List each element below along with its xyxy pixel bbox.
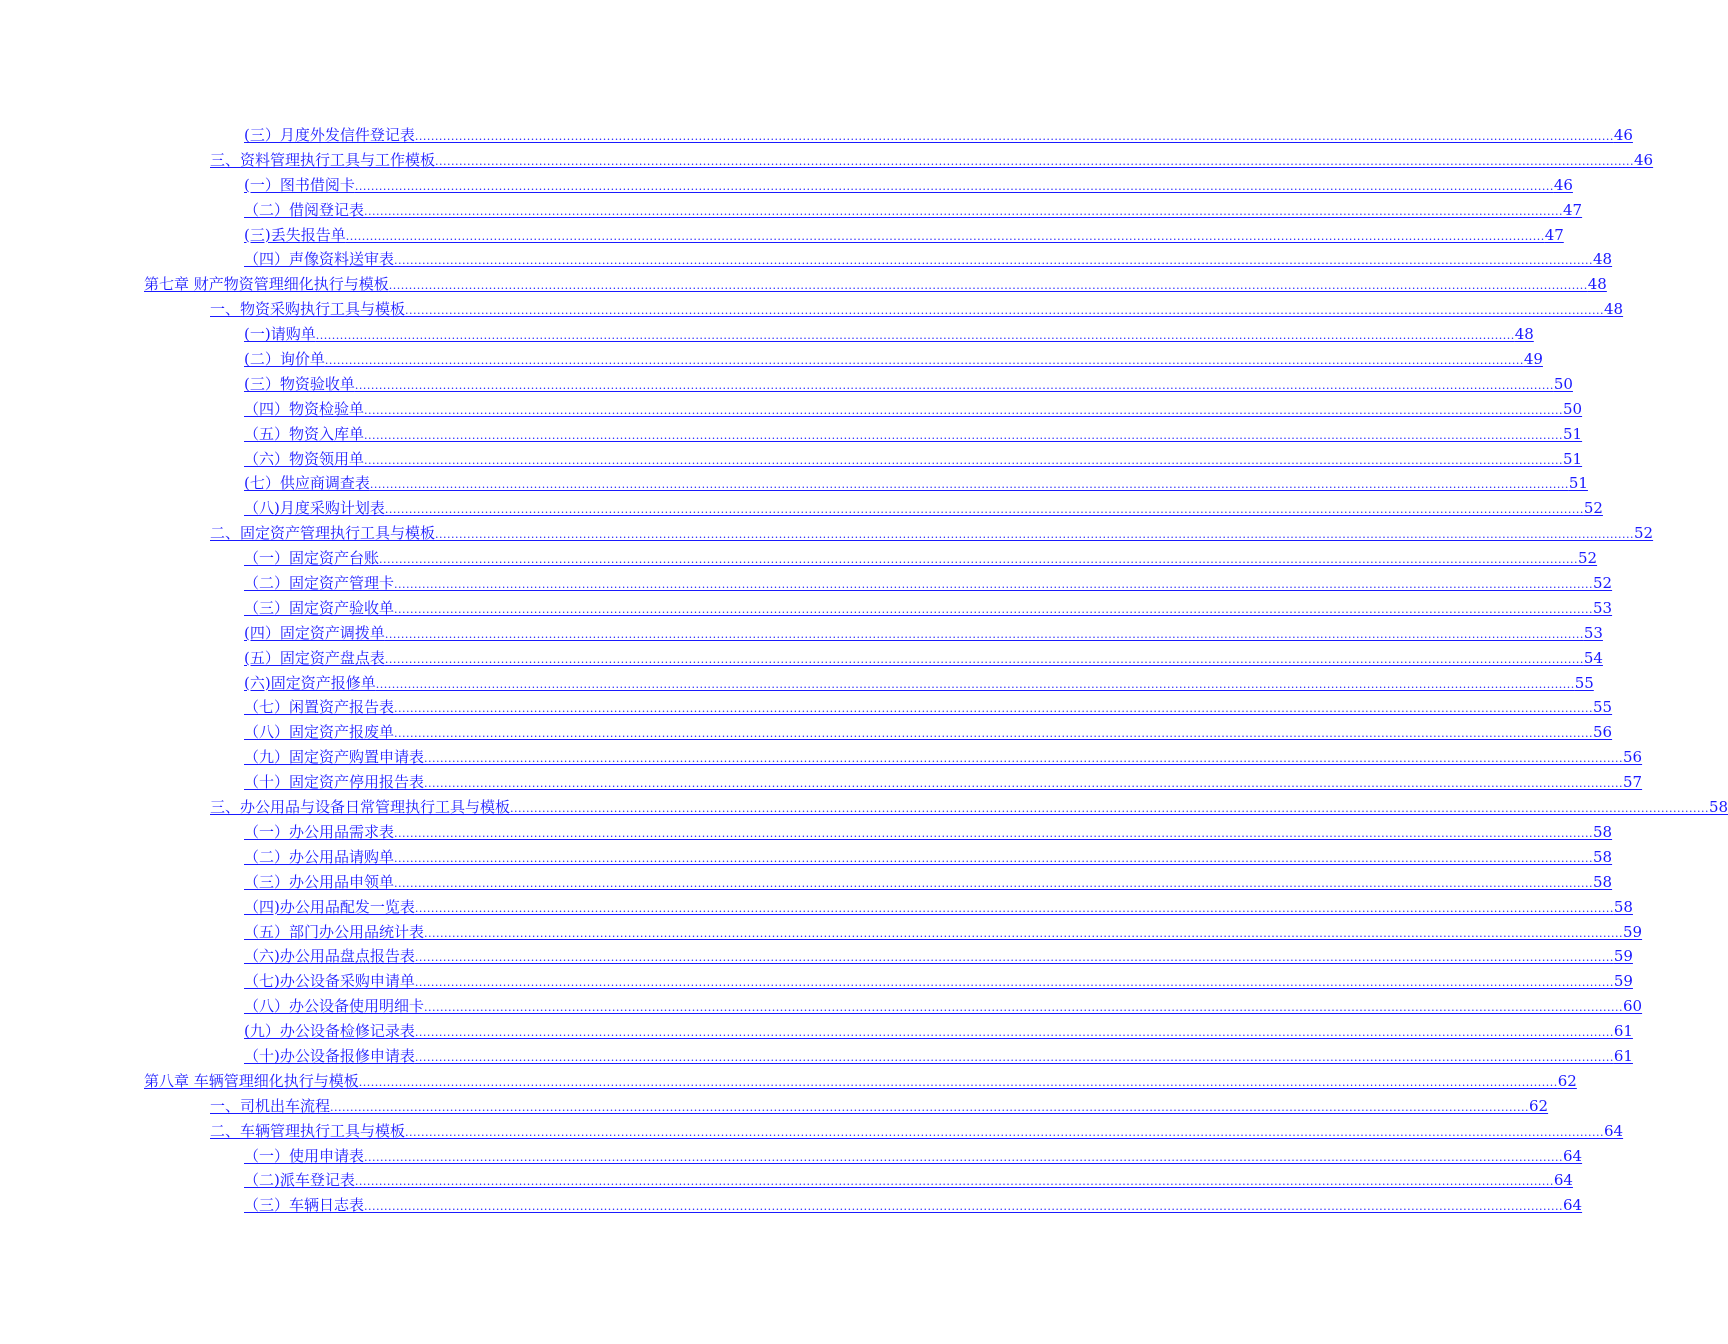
toc-entry-title: (五）固定资产盘点表	[244, 648, 385, 667]
toc-entry-title: （二)派车登记表	[244, 1171, 355, 1190]
dot-leader: ............................................................................................................................................................................................................................................................................................................	[394, 602, 1593, 616]
toc-entry-title: （二）办公用品请购单	[244, 847, 395, 866]
toc-entry-title: （八）办公设备使用明细卡	[244, 997, 425, 1016]
toc-entry-link[interactable]	[244, 574, 1613, 594]
toc-entry-page-number: 46	[1634, 150, 1654, 169]
toc-entry-page-number: 46	[1553, 175, 1573, 194]
toc-entry-page-number: 62	[1529, 1096, 1549, 1115]
toc-entry-link[interactable]	[210, 150, 1654, 171]
toc-row	[0, 497, 1603, 522]
toc-row	[0, 149, 1654, 174]
toc-entry-link[interactable]	[244, 1046, 1633, 1067]
toc-entry-page-number: 64	[1604, 1121, 1624, 1140]
toc-row	[0, 647, 1603, 672]
toc-entry-title: 二、车辆管理执行工具与模板	[210, 1121, 406, 1140]
toc-row	[0, 248, 1613, 273]
toc-entry-page-number: 53	[1583, 623, 1603, 642]
toc-entry-link[interactable]	[244, 897, 1633, 918]
toc-entry-title: 第八章 车辆管理细化执行与模板	[144, 1071, 359, 1090]
toc-entry-page-number: 47	[1544, 225, 1564, 244]
toc-entry-page-number: 52	[1634, 524, 1654, 543]
toc-entry-page-number: 55	[1574, 673, 1594, 692]
toc-entry-title: (三）月度外发信件登记表	[244, 126, 415, 144]
toc-entry-link[interactable]	[244, 748, 1643, 768]
toc-entry-link[interactable]	[144, 1071, 1577, 1092]
toc-entry-link[interactable]	[244, 922, 1643, 943]
toc-entry-title: (一)请购单	[244, 325, 316, 344]
toc-entry-link[interactable]	[244, 822, 1613, 843]
dot-leader: ............................................................................................................................................................................................................................................................................................................	[424, 752, 1623, 766]
toc-entry-title: （九）固定资产购置申请表	[244, 748, 425, 767]
toc-entry-page-number: 62	[1557, 1071, 1577, 1090]
toc-entry-link[interactable]	[244, 549, 1598, 569]
toc-entry-title: （十)办公设备报修申请表	[244, 1046, 415, 1065]
dot-leader: ............................................................................................................................................................................................................................................................................................................	[388, 279, 1588, 293]
dot-leader: ............................................................................................................................................................................................................................................................................................................	[435, 528, 1634, 542]
toc-entry-page-number: 61	[1613, 1046, 1633, 1065]
dot-leader: ............................................................................................................................................................................................................................................................................................................	[424, 777, 1623, 791]
toc-entry-link[interactable]	[210, 798, 1728, 818]
dot-leader: ............................................................................................................................................................................................................................................................................................................	[315, 329, 1515, 343]
toc-entry-page-number: 57	[1623, 773, 1643, 792]
toc-entry-page-number: 51	[1563, 424, 1583, 443]
dot-leader: ............................................................................................................................................................................................................................................................................................................	[394, 826, 1593, 840]
toc-entry-page-number: 59	[1613, 947, 1633, 966]
dot-leader: ............................................................................................................................................................................................................................................................................................................	[364, 204, 1563, 218]
toc-entry-page-number: 49	[1523, 350, 1543, 369]
dot-leader: ............................................................................................................................................................................................................................................................................................................	[364, 428, 1563, 442]
toc-row	[0, 572, 1613, 597]
dot-leader: ............................................................................................................................................................................................................................................................................................................	[369, 478, 1569, 492]
toc-row	[0, 1194, 1583, 1219]
toc-entry-link[interactable]	[210, 524, 1654, 544]
toc-entry-title: （八)月度采购计划表	[244, 499, 385, 518]
toc-row	[0, 896, 1633, 921]
toc-entry-link[interactable]	[244, 250, 1613, 270]
toc-entry-page-number: 55	[1593, 698, 1613, 717]
toc-row	[0, 398, 1583, 423]
toc-row	[0, 746, 1643, 771]
toc-entry-title: (七）供应商调查表	[244, 474, 370, 493]
toc-row	[0, 721, 1613, 746]
dot-leader: ............................................................................................................................................................................................................................................................................................................	[414, 976, 1614, 990]
toc-row	[0, 224, 1564, 249]
toc-entry-title: （十）固定资产停用报告表	[244, 773, 425, 792]
dot-leader: ............................................................................................................................................................................................................................................................................................................	[354, 378, 1554, 392]
toc-entry-title: （四)办公用品配发一览表	[244, 897, 415, 916]
toc-entry-page-number: 56	[1623, 748, 1643, 767]
toc-row	[0, 672, 1594, 697]
toc-entry-title: 一、司机出车流程	[210, 1096, 331, 1115]
toc-entry-page-number: 48	[1593, 250, 1613, 269]
toc-row	[0, 970, 1633, 995]
toc-entry-page-number: 60	[1623, 997, 1643, 1016]
dot-leader: ............................................................................................................................................................................................................................................................................................................	[435, 154, 1634, 168]
toc-entry-title: (三)丢失报告单	[244, 225, 346, 244]
dot-leader: ............................................................................................................................................................................................................................................................................................................	[405, 304, 1604, 318]
toc-row	[0, 871, 1613, 896]
toc-entry-page-number: 50	[1553, 374, 1573, 393]
toc-row	[0, 1070, 1577, 1095]
toc-entry-page-number: 58	[1593, 847, 1613, 866]
toc-row	[0, 522, 1654, 547]
toc-entry-page-number: 59	[1613, 972, 1633, 991]
toc-entry-link[interactable]	[244, 399, 1583, 420]
dot-leader: ............................................................................................................................................................................................................................................................................................................	[375, 677, 1575, 691]
dot-leader: ............................................................................................................................................................................................................................................................................................................	[364, 403, 1563, 417]
dot-leader: ............................................................................................................................................................................................................................................................................................................	[394, 876, 1593, 890]
toc-row	[0, 323, 1534, 348]
toc-row	[0, 373, 1573, 398]
dot-leader: ............................................................................................................................................................................................................................................................................................................	[358, 1075, 1558, 1089]
dot-leader: ............................................................................................................................................................................................................................................................................................................	[330, 1100, 1529, 1114]
toc-row	[0, 1169, 1573, 1194]
dot-leader: ............................................................................................................................................................................................................................................................................................................	[424, 926, 1623, 940]
dot-leader: ............................................................................................................................................................................................................................................................................................................	[414, 951, 1614, 965]
toc-row	[0, 1095, 1549, 1120]
toc-entry-link[interactable]	[210, 1096, 1549, 1117]
toc-entry-link[interactable]	[244, 200, 1583, 221]
toc-entry-link[interactable]	[244, 225, 1564, 246]
toc-entry-title: （一）使用申请表	[244, 1146, 365, 1165]
toc-entry-page-number: 61	[1613, 1022, 1633, 1041]
toc-entry-link[interactable]	[244, 947, 1633, 967]
dot-leader: ............................................................................................................................................................................................................................................................................................................	[364, 453, 1563, 467]
toc-entry-link[interactable]	[244, 325, 1534, 345]
toc-entry-title: （二）借阅登记表	[244, 200, 365, 219]
toc-entry-link[interactable]	[210, 1121, 1624, 1142]
toc-entry-page-number: 58	[1593, 872, 1613, 891]
toc-entry-page-number: 48	[1514, 325, 1534, 344]
toc-row	[0, 273, 1607, 298]
dot-leader: ............................................................................................................................................................................................................................................................................................................	[364, 1200, 1563, 1214]
toc-row	[0, 771, 1643, 796]
toc-entry-page-number: 48	[1587, 275, 1607, 294]
dot-leader: ............................................................................................................................................................................................................................................................................................................	[394, 578, 1593, 592]
toc-entry-title: （一）固定资产台账	[244, 549, 380, 568]
toc-row	[0, 821, 1613, 846]
toc-entry-page-number: 46	[1613, 126, 1633, 144]
toc-entry-page-number: 58	[1593, 822, 1613, 841]
toc-entry-page-number: 64	[1563, 1196, 1583, 1215]
toc-entry-link[interactable]	[244, 847, 1613, 868]
toc-entry-page-number: 50	[1563, 399, 1583, 418]
toc-row	[0, 448, 1583, 473]
toc-row	[0, 622, 1603, 647]
toc-row	[0, 1020, 1633, 1045]
dot-leader: ............................................................................................................................................................................................................................................................................................................	[424, 1001, 1623, 1015]
toc-entry-page-number: 52	[1583, 499, 1603, 518]
toc-entry-link[interactable]	[244, 1146, 1583, 1167]
toc-row	[0, 597, 1613, 622]
toc-entry-title: （四）声像资料送审表	[244, 250, 395, 269]
toc-entry-title: (六)固定资产报修单	[244, 673, 376, 692]
toc-entry-page-number: 56	[1593, 723, 1613, 742]
toc-entry-title: (一）图书借阅卡	[244, 175, 355, 194]
toc-entry-link[interactable]	[244, 474, 1588, 494]
toc-entry-title: （二）固定资产管理卡	[244, 574, 395, 593]
toc-entry-page-number: 47	[1563, 200, 1583, 219]
dot-leader: ............................................................................................................................................................................................................................................................................................................	[394, 254, 1593, 268]
dot-leader: ............................................................................................................................................................................................................................................................................................................	[510, 802, 1709, 816]
toc-entry-title: （八）固定资产报废单	[244, 723, 395, 742]
toc-row	[0, 846, 1613, 871]
dot-leader: ............................................................................................................................................................................................................................................................................................................	[405, 1125, 1604, 1139]
toc-entry-link[interactable]	[244, 1171, 1573, 1191]
toc-entry-link[interactable]	[244, 499, 1603, 519]
toc-row	[0, 1045, 1633, 1070]
toc-entry-title: (四）固定资产调拨单	[244, 623, 385, 642]
toc-row	[0, 174, 1573, 199]
toc-row	[0, 945, 1633, 970]
toc-entry-link[interactable]	[244, 773, 1643, 793]
toc-entry-link[interactable]	[244, 175, 1573, 196]
dot-leader: ............................................................................................................................................................................................................................................................................................................	[345, 229, 1545, 243]
toc-entry-link[interactable]	[244, 673, 1594, 694]
toc-entry-link[interactable]	[244, 648, 1603, 669]
toc-row	[0, 995, 1643, 1020]
dot-leader: ............................................................................................................................................................................................................................................................................................................	[394, 702, 1593, 716]
toc-row	[0, 472, 1588, 497]
toc-entry-link[interactable]	[244, 1022, 1633, 1042]
toc-entry-title: （七)办公设备采购申请单	[244, 972, 415, 991]
toc-entry-link[interactable]	[244, 1196, 1583, 1216]
toc-entry-title: (二）询价单	[244, 350, 325, 369]
toc-entry-title: （三）固定资产验收单	[244, 598, 395, 617]
dot-leader: ............................................................................................................................................................................................................................................................................................................	[384, 652, 1584, 666]
toc-entry-title: （三）办公用品申领单	[244, 872, 395, 891]
toc-entry-title: 第七章 财产物资管理细化执行与模板	[144, 275, 389, 294]
toc-entry-title: （一）办公用品需求表	[244, 822, 395, 841]
toc-entry-page-number: 58	[1709, 798, 1728, 817]
toc-entry-page-number: 51	[1563, 449, 1583, 468]
dot-leader: ............................................................................................................................................................................................................................................................................................................	[414, 901, 1614, 915]
toc-entry-page-number: 52	[1578, 549, 1598, 568]
toc-entry-link[interactable]	[210, 300, 1624, 320]
toc-row	[0, 423, 1583, 448]
dot-leader: ............................................................................................................................................................................................................................................................................................................	[414, 130, 1614, 143]
dot-leader: ............................................................................................................................................................................................................................................................................................................	[394, 851, 1593, 865]
toc-entry-link[interactable]	[244, 424, 1583, 445]
toc-entry-title: （六)办公用品盘点报告表	[244, 947, 415, 966]
dot-leader: ............................................................................................................................................................................................................................................................................................................	[364, 1150, 1563, 1164]
toc-entry-link[interactable]	[244, 723, 1613, 743]
toc-entry-title: (九）办公设备检修记录表	[244, 1022, 415, 1041]
toc-entry-page-number: 53	[1593, 598, 1613, 617]
toc-entry-link[interactable]	[244, 449, 1583, 470]
dot-leader: ............................................................................................................................................................................................................................................................................................................	[414, 1026, 1614, 1040]
toc-entry-page-number: 52	[1593, 574, 1613, 593]
toc-row	[0, 547, 1598, 572]
toc-row	[0, 348, 1543, 373]
dot-leader: ............................................................................................................................................................................................................................................................................................................	[414, 1050, 1614, 1064]
toc-row	[0, 1120, 1624, 1145]
dot-leader: ............................................................................................................................................................................................................................................................................................................	[384, 503, 1584, 517]
dot-leader: ............................................................................................................................................................................................................................................................................................................	[384, 627, 1584, 641]
toc-entry-page-number: 54	[1583, 648, 1603, 667]
toc-entry-title: 一、物资采购执行工具与模板	[210, 300, 406, 319]
toc-entry-page-number: 59	[1623, 922, 1643, 941]
dot-leader: ............................................................................................................................................................................................................................................................................................................	[354, 1175, 1554, 1189]
toc-entry-link[interactable]	[244, 598, 1613, 619]
toc-entry-page-number: 48	[1604, 300, 1624, 319]
toc-row	[0, 796, 1728, 821]
toc-entry-title: （六）物资领用单	[244, 449, 365, 468]
toc-entry-link[interactable]	[244, 972, 1633, 992]
toc-row	[0, 124, 1633, 149]
toc-entry-title: （三）车辆日志表	[244, 1196, 365, 1215]
toc-entry-link[interactable]	[244, 872, 1613, 893]
toc-entry-link[interactable]	[244, 374, 1573, 395]
toc-row	[0, 298, 1624, 323]
toc-entry-link[interactable]	[244, 698, 1613, 718]
toc-entry-link[interactable]	[144, 275, 1607, 295]
toc-entry-title: (三）物资验收单	[244, 374, 355, 393]
toc-entry-page-number: 58	[1613, 897, 1633, 916]
dot-leader: ............................................................................................................................................................................................................................................................................................................	[394, 727, 1593, 741]
toc-row	[0, 1145, 1583, 1170]
toc-entry-title: 二、固定资产管理执行工具与模板	[210, 524, 436, 543]
toc-entry-page-number: 64	[1553, 1171, 1573, 1190]
toc-entry-title: （五）部门办公用品统计表	[244, 922, 425, 941]
toc-entry-title: 三、资料管理执行工具与工作模板	[210, 150, 436, 169]
toc-entry-page-number: 51	[1568, 474, 1588, 493]
toc-entry-link[interactable]	[244, 997, 1643, 1017]
toc-row	[0, 921, 1643, 946]
toc-entry-title: （七）闲置资产报告表	[244, 698, 395, 717]
table-of-contents	[0, 124, 1728, 1219]
toc-entry-link[interactable]	[244, 126, 1633, 146]
toc-entry-title: （四）物资检验单	[244, 399, 365, 418]
toc-entry-title: 三、办公用品与设备日常管理执行工具与模板	[210, 798, 511, 817]
dot-leader: ............................................................................................................................................................................................................................................................................................................	[379, 553, 1578, 567]
toc-row	[0, 696, 1613, 721]
toc-entry-page-number: 64	[1563, 1146, 1583, 1165]
dot-leader: ............................................................................................................................................................................................................................................................................................................	[354, 179, 1554, 193]
toc-entry-title: （五）物资入库单	[244, 424, 365, 443]
toc-entry-link[interactable]	[244, 350, 1543, 370]
toc-entry-link[interactable]	[244, 623, 1603, 644]
dot-leader: ............................................................................................................................................................................................................................................................................................................	[324, 354, 1524, 368]
toc-row	[0, 199, 1583, 224]
